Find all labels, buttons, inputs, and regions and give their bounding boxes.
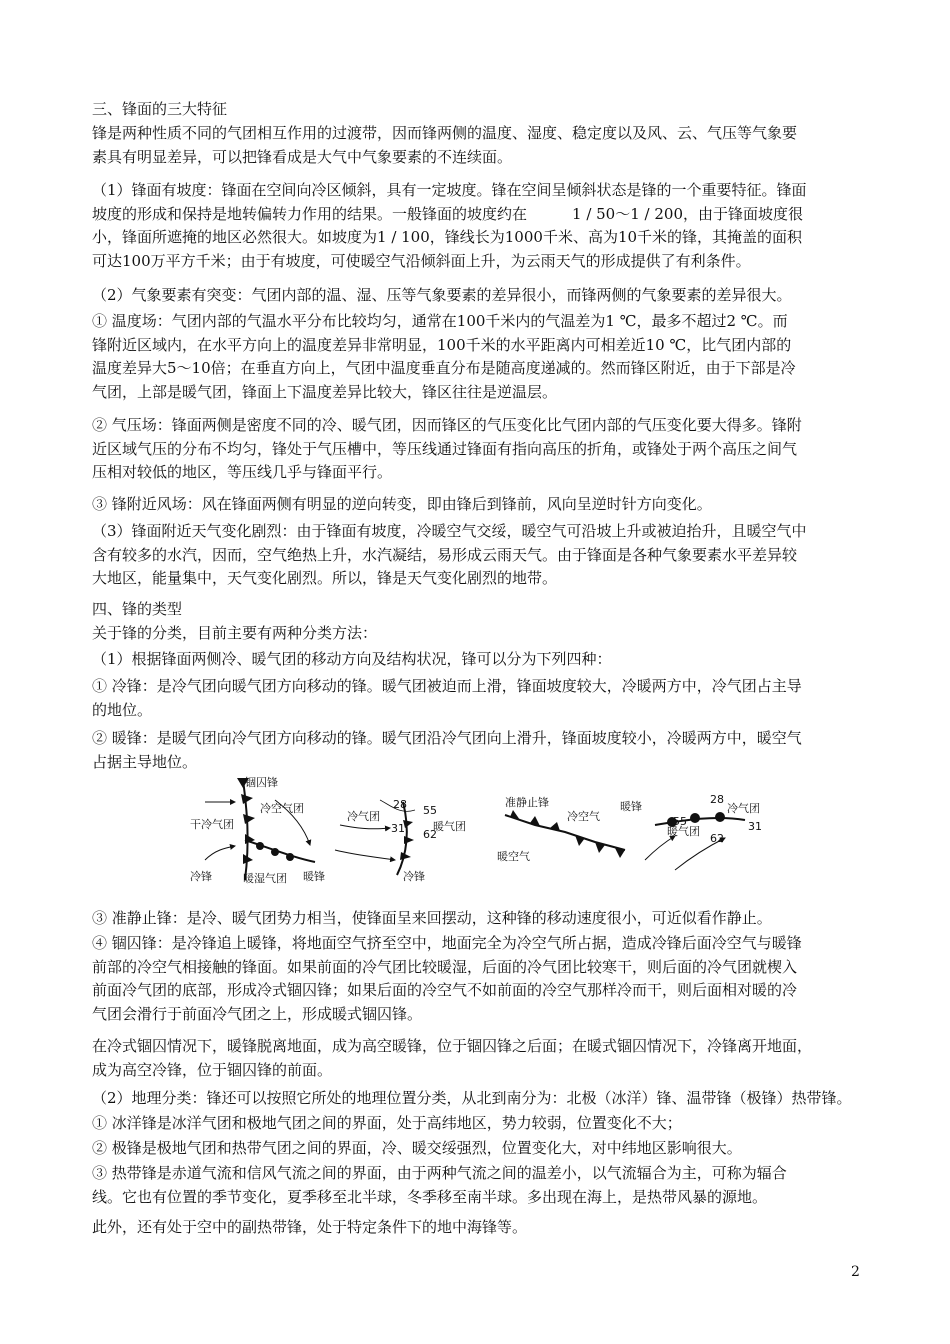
point3-weather: （3）锋面附近天气变化剧烈：由于锋面有坡度，冷暖空气交绥，暖空气可沿坡上升或被迫抬升，且暖空气中 含有较多的水汽，因而，空气绝热上升，水汽凝结，易形成云雨天气。由于锋面是各种气象要素水平差异较 大地区，能量集中，天气变化剧烈。所以，锋是天气变化剧烈的地带。 [92,522,807,587]
isobar-62: 62 [423,828,437,841]
stationary-front-diagram [497,795,625,863]
label-cold-air-mass-3: 冷气团 [727,802,760,815]
label-warm-air-mass: 暖气团 [433,820,466,833]
arctic-front-desc: ① 冰洋锋是冰洋气团和极地气团之间的界面，处于高纬地区，势力较弱，位置变化不大； [92,1114,682,1132]
label-cold-front: 冷锋 [190,870,212,883]
section3-intro: 锋是两种性质不同的气团相互作用的过渡带，因而锋两侧的温度、湿度、稳定度以及风、云、气压等气象要 素具有明显差异，可以把锋看成是大气中气象要素的不连续面。 [92,124,798,166]
label-cold-front-2: 冷锋 [403,870,425,883]
cold-front-isobar-diagram [335,798,466,883]
polar-front-desc: ② 极锋是极地气团和热带气团之间的界面，冷、暖交绥强烈，位置变化大，对中纬地区影响很大。 [92,1139,742,1157]
other-fronts-desc: 此外，还有处于空中的副热带锋，处于特定条件下的地中海锋等。 [92,1218,528,1236]
section3-heading: 三、锋面的三大特征 [92,100,228,118]
temperature-field: ① 温度场：气团内部的气温水平分布比较均匀，通常在100千米内的气温差为1 ℃，最多不超过2 ℃。而 锋附近区域内，在水平方向上的温度差异非常明显，100千米的水平距离内可相差近10 ℃，比气团内部的 温度差异大5～10倍；在垂直方向上，气团中温度垂直分布是随高度递减的。然而锋区附近，由于下部是冷 气团，上部是暖气团，锋面上下温度差异比较大，锋区往往是逆温层。 [92,312,796,401]
label-occluded-front: 锢囚锋 [245,776,278,789]
isobar-m28: 28 [710,793,724,806]
occluded-front-desc: ④ 锢囚锋：是冷锋追上暖锋，将地面空气挤至空中，地面完全为冷空气所占据，造成冷锋后面冷空气与暖锋 前部的冷空气相接触的锋面。如果前面的冷气团比较暖湿，后面的冷气团比较寒干，则后面的冷气团就楔入 前面冷气团的底部，形成冷式锢囚锋；如果后面的冷空气不如前面的冷空气那样冷而干，则后面相对暖的冷 气团会滑行于前面冷气团之上，形成暖式锢囚锋。 [92,934,802,1023]
pressure-field: ② 气压场：锋面两侧是密度不同的冷、暖气团，因而锋区的气压变化比气团内部的气压变化要大得多。锋附 近区域气压的分布不均匀，锋处于气压槽中，等压线通过锋面有指向高压的折角，或锋处于两个高压之间气 压相对较低的地区，等压线几乎与锋面平行。 [92,416,802,481]
wind-field: ③ 锋附近风场：风在锋面两侧有明显的逆向转变，即由锋后到锋前，风向呈逆时针方向变化。 [92,495,712,513]
isobar-55: 55 [423,804,437,817]
label-warm-front: 暖锋 [303,870,325,883]
label-stationary-front: 准静止锋 [505,796,549,809]
label-warm-air: 暖空气 [497,850,530,863]
isobar-31: 31 [391,822,405,835]
isobar-m62: 62 [710,832,724,845]
point2-abrupt-change: （2）气象要素有突变：气团内部的温、湿、压等气象要素的差异很小，而锋两侧的气象要素的差异很大。 [92,286,792,304]
front-types-figure [175,770,775,900]
occluded-front-diagram [190,775,325,885]
page-number: 2 [851,1264,860,1280]
isobar-28: 28 [393,798,407,811]
isobar-m31: 31 [748,820,762,833]
tropical-front-desc: ③ 热带锋是赤道气流和信风气流之间的界面，由于两种气流之间的温差小，以气流辐合为主，可称为辐合 线。它也有位置的季节变化，夏季移至北半球，冬季移至南半球。多出现在海上，是热带风暴的源地。 [92,1164,787,1206]
section4-heading: 四、锋的类型 [92,600,183,618]
label-cold-air: 冷空气 [567,810,600,823]
label-cold-air-mass: 冷空气团 [260,802,304,815]
warm-front-desc: ② 暖锋：是暖气团向冷气团方向移动的锋。暖气团沿冷气团向上滑升，锋面坡度较小，冷暖两方中，暖空气 占据主导地位。 [92,729,802,771]
isobar-m55: 55 [673,815,687,828]
occluded-front-desc-2: 在冷式锢囚情况下，暖锋脱离地面，成为高空暖锋，位于锢囚锋之后面；在暖式锢囚情况下，冷锋离开地面， 成为高空冷锋，位于锢囚锋的前面。 [92,1037,813,1079]
label-cold-air-mass-2: 冷气团 [347,810,380,823]
classification-2: （2）地理分类：锋还可以按照它所处的地理位置分类，从北到南分为：北极（冰洋）锋、温带锋（极锋）热带锋。 [92,1089,852,1107]
cold-front-desc: ① 冷锋：是冷气团向暖气团方向移动的锋。暖气团被迫而上滑，锋面坡度较大，冷暖两方中，冷气团占主导 的地位。 [92,677,802,719]
stationary-front-desc: ③ 准静止锋：是冷、暖气团势力相当，使锋面呈来回摆动，这种锋的移动速度很小，可近似看作静止。 [92,909,772,927]
label-warm-air-mass-2: 暖气团 [667,825,700,838]
label-dry-cold-air-mass: 干冷气团 [190,818,234,831]
point1-slope: （1）锋面有坡度：锋面在空间向冷区倾斜，具有一定坡度。锋在空间呈倾斜状态是锋的一个重要特征。锋面 坡度的形成和保持是地转偏转力作用的结果。一般锋面的坡度约在 1 / 50～1 / 200，由于锋面坡度很 小，锋面所遮掩的地区必然很大。如坡度为1 / 100，锋线长为1000千米、高为10千米的锋，其掩盖的面积 可达100万平方千米；由于有坡度，可使暖空气沿倾斜面上升，为云雨天气的形成提供了有利条件。 [92,181,807,270]
classification-1: （1）根据锋面两侧冷、暖气团的移动方向及结构状况，锋可以分为下列四种： [92,650,612,668]
section4-intro: 关于锋的分类，目前主要有两种分类方法： [92,624,378,642]
label-warm-humid-air-mass: 暖湿气团 [243,872,287,885]
warm-front-isobar-diagram [620,793,762,870]
label-warm-front-2: 暖锋 [620,800,642,813]
